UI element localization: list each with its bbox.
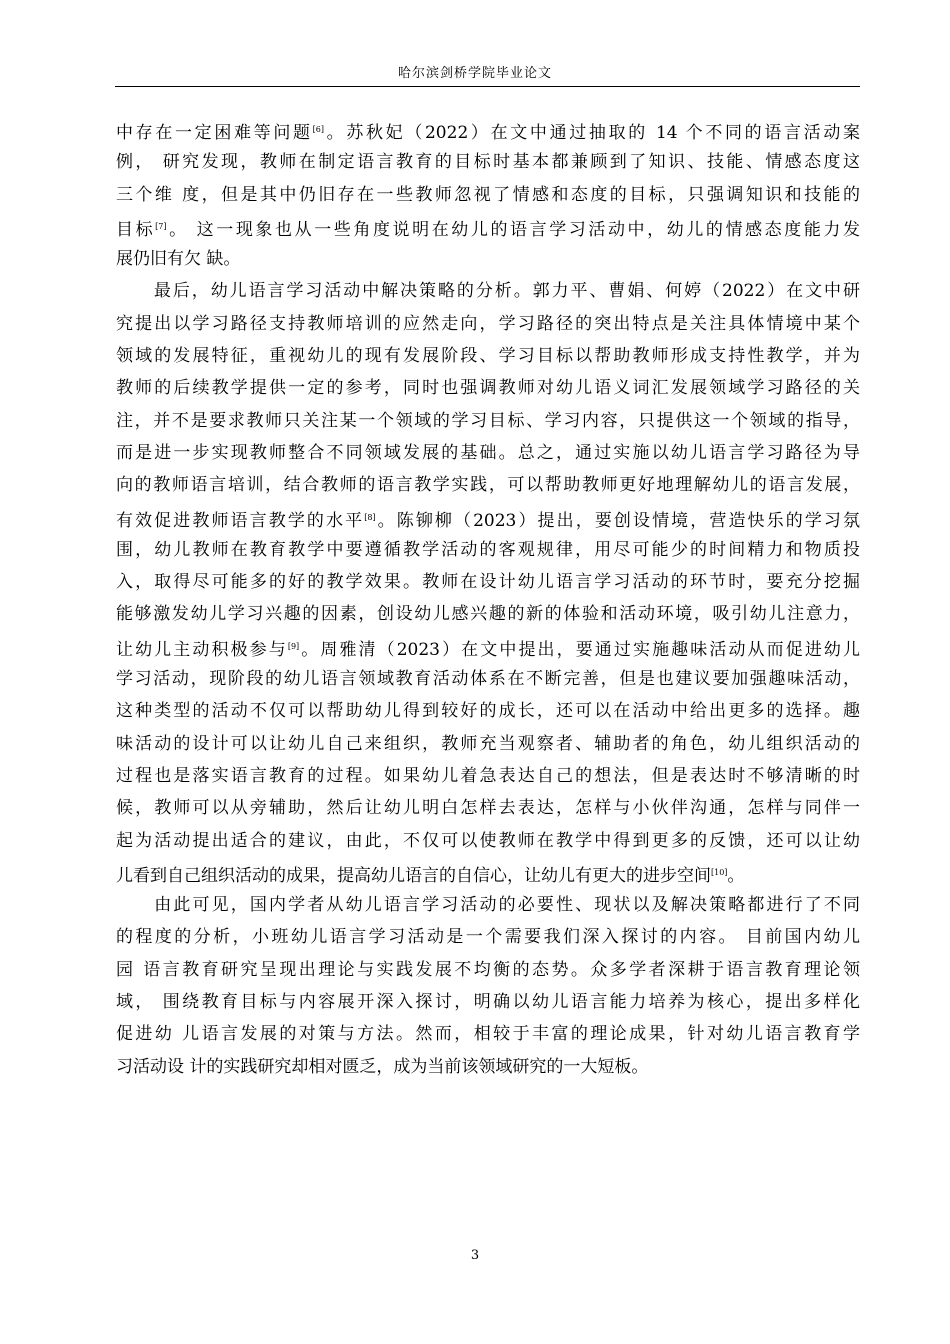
citation-ref: [8] (364, 512, 376, 522)
text-segment: 的程度的分析，小班幼儿语言学习活动是一个需要我们深入探讨的内容。 目前国内幼儿 (116, 927, 860, 948)
text-line (116, 1018, 860, 1050)
text-line (116, 114, 860, 146)
citation-ref: [9] (287, 641, 300, 651)
text-segment: 而是进一步实现教师整合不同领域发展的基础。总之，通过实施以幼儿语言学习路径为导 (116, 442, 860, 463)
text-segment: 能够激发幼儿学习兴趣的因素，创设幼儿感兴趣的新的体验和活动环境，吸引幼儿注意力， (116, 604, 860, 625)
text-segment: 有效促进教师语言教学的水平 (116, 510, 365, 531)
text-line (116, 211, 860, 243)
text-segment: 由此可见，国内学者从幼儿语言学习活动的必要性、现状以及解决策略都进行了不同 (116, 895, 860, 916)
text-segment: 习活动设 计的实践研究却相对匮乏，成为当前该领域研究的一大短板。 (116, 1056, 649, 1077)
header-divider (115, 86, 860, 87)
text-segment: 域， 围绕教育目标与内容展开深入探讨，明确以幼儿语言能力培养为核心，提出多样化 (116, 992, 860, 1013)
citation-ref: [6] (312, 125, 324, 134)
text-line (116, 792, 860, 824)
text-line (116, 728, 860, 760)
text-line (116, 695, 860, 727)
text-segment: 促进幼 儿语言发展的对策与方法。然而，相较于丰富的理论成果，针对幼儿语言教育学 (116, 1024, 860, 1045)
text-segment: 味活动的设计可以让幼儿自己来组织，教师充当观察者、辅助者的角色，幼儿组织活动的 (116, 733, 860, 754)
text-segment: 三个维 度，但是其中仍旧存在一些教师忽视了情感和态度的目标，只强调知识和技能的 (116, 184, 860, 205)
text-line (116, 372, 860, 404)
text-line (116, 534, 860, 566)
text-segment: 园 语言教育研究呈现出理论与实践发展不均衡的态势。众多学者深耕于语言教育理论领 (116, 959, 860, 980)
text-line (116, 243, 860, 275)
text-segment: 围，幼儿教师在教育教学中要遵循教学活动的客观规律，用尽可能少的时间精力和物质投 (116, 539, 860, 560)
text-segment: 向的教师语言培训，结合教师的语言教学实践，可以帮助教师更好地理解幼儿的语言发展， (116, 475, 860, 496)
citation-ref: [10] (711, 867, 728, 877)
page-number: 3 (470, 1248, 480, 1263)
text-line (116, 469, 860, 501)
text-line (116, 986, 860, 1018)
text-segment: 。 这一现象也从一些角度说明在幼儿的语言学习活动中，幼儿的情感态度能力发 (166, 219, 860, 240)
body-text (116, 114, 860, 1083)
text-segment: 起为活动提出适合的建议，由此，不仅可以使教师在教学中得到更多的反馈，还可以让幼 (116, 830, 860, 851)
text-segment: 领域的发展特征，重视幼儿的现有发展阶段、学习目标以帮助教师形成支持性教学，并为 (116, 346, 860, 367)
text-segment: 究提出以学习路径支持教师培训的应然走向，学习路径的突出特点是关注具体情境中某个 (116, 313, 860, 334)
text-line (116, 889, 860, 921)
text-line (116, 146, 860, 178)
text-segment: 这种类型的活动不仅可以帮助幼儿得到较好的成长，还可以在活动中给出更多的选择。趣 (116, 701, 860, 722)
text-line (116, 308, 860, 340)
text-line (116, 598, 860, 630)
text-segment: 学习活动，现阶段的幼儿语言领域教育活动体系在不断完善，但是也建议要加强趣味活动， (116, 669, 860, 690)
text-line (116, 1051, 860, 1083)
text-line (116, 566, 860, 598)
text-segment: 例， 研究发现，教师在制定语言教育的目标时基本都兼顾到了知识、技能、情感态度这 (116, 152, 860, 173)
text-line (116, 405, 860, 437)
text-segment: 。周雅清（2023）在文中提出，要通过实施趣味活动从而促进幼儿 (299, 639, 861, 660)
text-segment: 入，取得尽可能多的好的教学效果。教师在设计幼儿语言学习活动的环节时，要充分挖掘 (116, 572, 860, 593)
text-segment: 最后，幼儿语言学习活动中解决策略的分析。郭力平、曹娟、何婷（2022）在文中研 (116, 281, 860, 302)
text-segment: 目标 (116, 219, 156, 240)
text-line (116, 954, 860, 986)
text-line (116, 437, 860, 469)
text-line (116, 340, 860, 372)
page-header-title: 哈尔滨剑桥学院毕业论文 (397, 66, 552, 81)
text-segment: 候，教师可以从旁辅助，然后让幼儿明白怎样去表达，怎样与小伙伴沟通，怎样与同伴一 (116, 798, 860, 819)
text-segment: 儿看到自己组织活动的成果，提高幼儿语言的自信心，让幼儿有更大的进步空间 (116, 865, 711, 886)
text-segment: 。陈铆柳（2023）提出，要创设情境，营造快乐的学习氛 (375, 510, 861, 531)
text-line (116, 760, 860, 792)
text-line (116, 825, 860, 857)
text-segment: 。苏秋妃（2022）在文中通过抽取的 14 个不同的语言活动案 (324, 123, 861, 143)
text-line (116, 502, 860, 534)
text-line (116, 631, 860, 663)
text-segment: 展仍旧有欠 缺。 (116, 249, 241, 270)
text-line (116, 921, 860, 953)
citation-ref: [7] (155, 221, 167, 231)
text-line (116, 663, 860, 695)
text-segment: 。 (727, 865, 745, 886)
text-line (116, 857, 860, 889)
text-segment: 教师的后续教学提供一定的参考，同时也强调教师对幼儿语义词汇发展领域学习路径的关 (116, 378, 860, 399)
text-segment: 注，并不是要求教师只关注某一个领域的学习目标、学习内容，只提供这一个领域的指导， (116, 410, 860, 431)
text-segment: 中存在一定困难等问题 (116, 123, 313, 143)
text-line (116, 179, 860, 211)
text-segment: 过程也是落实语言教育的过程。如果幼儿着急表达自己的想法，但是表达时不够清晰的时 (116, 765, 860, 786)
text-segment: 让幼儿主动积极参与 (116, 639, 288, 660)
text-line (116, 275, 860, 307)
